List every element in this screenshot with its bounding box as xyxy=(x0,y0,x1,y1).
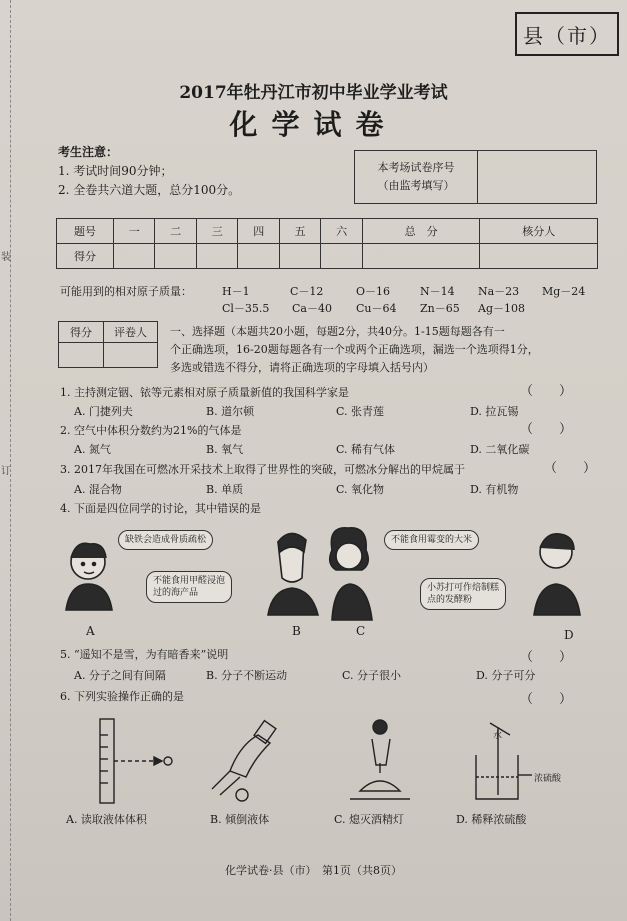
subject-title: 化学试卷 xyxy=(229,108,398,141)
score-cell[interactable] xyxy=(362,244,480,269)
dialog-text: 不能食用霉变的大米 xyxy=(391,535,473,545)
county-box: 县（市） xyxy=(515,12,619,56)
option[interactable]: A. 分子之间有间隔 xyxy=(74,669,166,682)
score-cell[interactable] xyxy=(321,244,362,269)
answer-bracket[interactable]: （ ） xyxy=(520,692,573,707)
score-header: 总 分 xyxy=(362,219,480,244)
answer-bracket[interactable]: （ ） xyxy=(544,461,597,476)
score-header: 三 xyxy=(196,219,237,244)
option[interactable]: B. 道尔顿 xyxy=(206,405,255,418)
option[interactable]: A. 氮气 xyxy=(74,443,111,456)
answer-bracket[interactable]: （ ） xyxy=(520,422,573,437)
score-row-label: 得分 xyxy=(57,244,114,269)
exam-title: 2017年牡丹江市初中毕业学业考试 xyxy=(179,83,448,103)
pouring-liquid-diagram xyxy=(212,721,276,801)
atomic-mass-item: Na－23 xyxy=(478,285,520,298)
atomic-mass-item: C－12 xyxy=(290,285,324,298)
diagram-label-acid: 浓硫酸 xyxy=(534,774,562,784)
scorer-grader-cell[interactable] xyxy=(104,343,158,368)
option[interactable]: D. 稀释浓硫酸 xyxy=(456,813,527,826)
option[interactable]: A. 门捷列夫 xyxy=(74,405,133,418)
dilution-beaker-diagram xyxy=(476,723,532,799)
option[interactable]: B. 分子不断运动 xyxy=(206,669,288,682)
atomic-mass-item: Zn－65 xyxy=(420,302,460,315)
serial-note: （由监考填写） xyxy=(377,179,455,192)
question-stem: 2. 空气中体积分数约为21%的气体是 xyxy=(60,424,242,437)
serial-number-box xyxy=(354,150,597,204)
notes-item: 1. 考试时间90分钟； xyxy=(58,164,173,178)
option[interactable]: D. 有机物 xyxy=(470,483,519,496)
question-stem: 1. 主持测定铟、铱等元素相对原子质量新值的我国科学家是 xyxy=(60,386,349,399)
score-cell[interactable] xyxy=(279,244,320,269)
section1-instructions: 个正确选项，16-20题每题各有一个或两个正确选项，漏选一个选项得1分， xyxy=(170,343,539,356)
score-table-header-row xyxy=(57,219,598,244)
scorer-box xyxy=(58,321,158,368)
score-header: 核分人 xyxy=(480,219,598,244)
notes-heading: 考生注意： xyxy=(58,145,119,159)
score-header: 六 xyxy=(321,219,362,244)
score-table xyxy=(56,218,598,269)
graduated-cylinder-diagram xyxy=(100,719,172,803)
atomic-mass-item: Ag－108 xyxy=(478,302,525,315)
atomic-mass-item: O－16 xyxy=(356,285,391,298)
alcohol-lamp-diagram xyxy=(350,720,410,799)
answer-bracket[interactable]: （ ） xyxy=(520,384,573,399)
atomic-mass-label: 可能用到的相对原子质量： xyxy=(60,285,192,298)
option[interactable]: D. 拉瓦锡 xyxy=(470,405,519,418)
option[interactable]: C. 熄灭酒精灯 xyxy=(334,813,405,826)
option[interactable]: C. 张青莲 xyxy=(336,405,385,418)
question-stem: 3. 2017年我国在可燃冰开采技术上取得了世界性的突破，可燃冰分解出的甲烷属于 xyxy=(60,463,465,476)
dialog-bubble-d xyxy=(420,578,506,610)
dialog-text: 小苏打可作焙制糕 点的发酵粉 xyxy=(427,583,500,605)
dialog-text: 缺铁会造成骨质疏松 xyxy=(125,535,207,545)
student-b-figure xyxy=(268,533,318,615)
option[interactable]: B. 倾倒液体 xyxy=(210,813,270,826)
q4-option-label[interactable]: D xyxy=(564,628,574,642)
score-header: 题号 xyxy=(57,219,114,244)
score-cell[interactable] xyxy=(238,244,279,269)
option[interactable]: A. 读取液体体积 xyxy=(66,813,147,826)
atomic-mass-item: Cu－64 xyxy=(356,302,397,315)
scorer-grader-label: 评卷人 xyxy=(104,322,158,343)
atomic-mass-item: Ca－40 xyxy=(292,302,332,315)
margin-char-zhuang: 装 xyxy=(1,252,11,263)
student-d-figure xyxy=(534,534,580,615)
dialog-bubble-a xyxy=(118,530,213,550)
option[interactable]: A. 混合物 xyxy=(74,483,122,496)
score-header: 二 xyxy=(155,219,196,244)
dialog-bubble-c xyxy=(384,530,479,550)
scorer-score-cell[interactable] xyxy=(59,343,104,368)
serial-label-cell xyxy=(355,151,478,204)
score-header: 四 xyxy=(238,219,279,244)
notes-item: 2. 全卷共六道大题，总分100分。 xyxy=(58,183,241,197)
section1-instructions: 一、选择题（本题共20小题，每题2分，共40分。1-15题每题各有一 xyxy=(170,325,505,338)
atomic-mass-item: Mg－24 xyxy=(542,285,586,298)
question-stem: 4. 下面是四位同学的讨论，其中错误的是 xyxy=(60,502,261,515)
score-cell[interactable] xyxy=(196,244,237,269)
serial-input-cell[interactable] xyxy=(478,151,597,204)
scorer-score-label: 得分 xyxy=(59,322,104,343)
diagram-label-water: 水 xyxy=(493,731,503,741)
section1-instructions: 多选或错选不得分，请将正确选项的字母填入括号内） xyxy=(170,361,434,374)
dialog-text: 不能食用甲醛浸泡 过的海产品 xyxy=(153,576,226,598)
dialog-bubble-b xyxy=(146,571,232,603)
question-stem: 6. 下列实验操作正确的是 xyxy=(60,690,184,703)
question-stem: 5. “遥知不是雪，为有暗香来”说明 xyxy=(60,648,229,661)
serial-label: 本考场试卷序号 xyxy=(377,161,455,174)
option[interactable]: B. 单质 xyxy=(206,483,244,496)
score-cell[interactable] xyxy=(155,244,196,269)
q4-option-label[interactable]: C xyxy=(356,624,366,638)
atomic-mass-item: H－1 xyxy=(222,285,250,298)
score-cell[interactable] xyxy=(480,244,598,269)
score-cell[interactable] xyxy=(114,244,155,269)
atomic-mass-item: N－14 xyxy=(420,285,455,298)
q6-illustration xyxy=(80,715,560,807)
score-table-score-row xyxy=(57,244,598,269)
margin-char-ding: 订 xyxy=(1,466,11,477)
answer-bracket[interactable]: （ ） xyxy=(520,650,573,665)
student-a-figure xyxy=(66,543,112,610)
option[interactable]: B. 氧气 xyxy=(206,443,244,456)
q4-option-label[interactable]: B xyxy=(292,624,301,638)
option[interactable]: C. 分子很小 xyxy=(342,669,402,682)
option[interactable]: C. 稀有气体 xyxy=(336,443,396,456)
option[interactable]: D. 分子可分 xyxy=(476,669,536,682)
q4-option-label[interactable]: A xyxy=(86,624,95,638)
page-footer: 化学试卷·县（市） 第1页（共8页） xyxy=(225,864,402,877)
option[interactable]: D. 二氧化碳 xyxy=(470,443,530,456)
atomic-mass-item: Cl－35.5 xyxy=(222,302,270,315)
student-c-figure xyxy=(330,528,372,620)
score-header: 五 xyxy=(279,219,320,244)
score-header: 一 xyxy=(114,219,155,244)
option[interactable]: C. 氧化物 xyxy=(336,483,385,496)
